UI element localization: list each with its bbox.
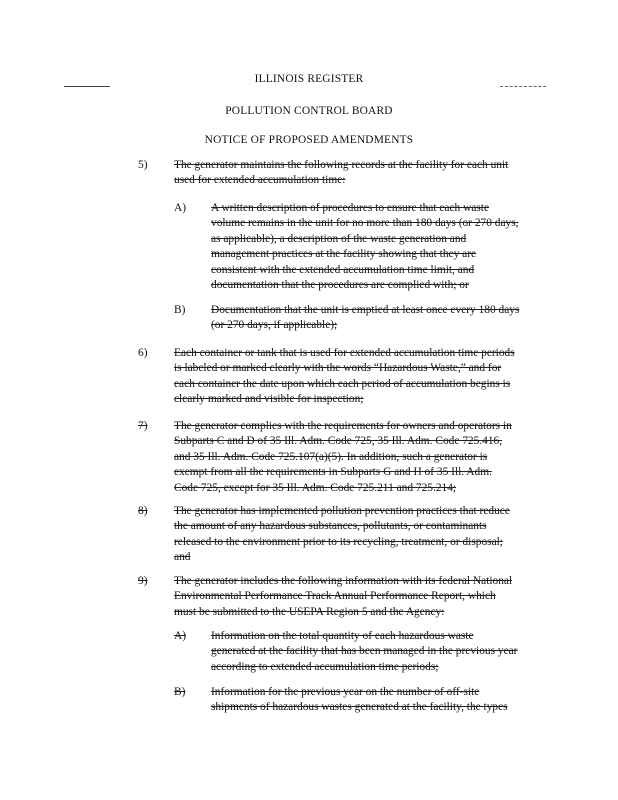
text-line: released to the environment prior to its recycling, treatment, or disposal; [174,535,503,548]
item-number: 6) [138,347,148,359]
subitem-text [211,200,541,292]
text-line: Each container or tank that is used for extended accumulation time periods [174,347,515,359]
subitem-number: A) [174,202,187,214]
register-title: ILLINOIS REGISTER [254,73,364,85]
text-line: used for extended accumulation time: [174,174,346,187]
text-line: clearly marked and visible for inspection; [174,393,364,406]
subitem-number: A) [174,630,187,642]
text-line: Information on the total quantity of each hazardous waste [211,630,474,642]
item-text [174,345,540,407]
subitem-text [211,684,541,715]
text-line: each container the date upon which each period of accumulation begins is [174,377,511,390]
text-line: (or 270 days, if applicable); [211,319,338,332]
text-line: and 35 Ill. Adm. Code 725.107(a)(5). In addition, such a generator is [174,450,488,463]
text-line: and [174,551,191,564]
item-number: 5) [138,159,148,171]
subitem-text [211,302,541,333]
text-line: documentation that the procedures are complied with; or [211,278,469,291]
text-line: according to extended accumulation time periods; [211,660,439,673]
text-line: is labeled or marked clearly with the words “Hazardous Waste,” and for [174,362,502,375]
text-line: as applicable), a description of the waste generation and [211,232,467,245]
item-text [174,157,540,188]
text-line: Subparts C and D of 35 Ill. Adm. Code 725, 35 Ill. Adm. Code 725.416, [174,435,503,448]
text-line: Information for the previous year on the number of off-site [211,686,480,698]
text-line: Documentation that the unit is emptied at least once every 180 days [211,304,520,316]
text-line: The generator includes the following information with its federal National [174,575,513,587]
text-line: volume remains in the unit for no more than 180 days (or 270 days, [211,217,519,230]
subitem-number: B) [174,686,186,698]
item-text [174,573,540,619]
text-line: must be submitted to the USEPA Region 5 and the Agency: [174,605,445,618]
subitem-number: B) [174,304,186,316]
text-line: The generator has implemented pollution prevention practices that reduce [174,505,510,517]
text-line: the amount of any hazardous substances, pollutants, or contaminants [174,520,487,533]
item-number: 7) [138,420,148,432]
item-number: 9) [138,575,148,587]
subitem-text [211,628,541,674]
text-line: Environmental Performance Track Annual Performance Report, which [174,590,496,603]
text-line: shipments of hazardous wastes generated at the facility, the types [211,701,508,714]
text-line: exempt from all the requirements in Subparts G and H of 35 Ill. Adm. [174,466,492,479]
text-line: A written description of procedures to ensure that each waste [211,202,490,214]
item-text [174,503,540,565]
item-text [174,418,540,495]
text-line: generated at the facility that has been managed in the previous year [211,645,518,658]
notice-title: NOTICE OF PROPOSED AMENDMENTS [204,134,414,146]
text-line: The generator complies with the requirements for owners and operators in [174,420,512,432]
item-number: 8) [138,505,148,517]
text-line: consistent with the extended accumulation time limit, and [211,263,475,276]
text-line: The generator maintains the following records at the facility for each unit [174,159,509,171]
board-title: POLLUTION CONTROL BOARD [225,105,393,117]
text-line: management practices at the facility showing that they are [211,248,477,261]
text-line: Code 725, except for 35 Ill. Adm. Code 725.211 and 725.214; [174,481,457,494]
